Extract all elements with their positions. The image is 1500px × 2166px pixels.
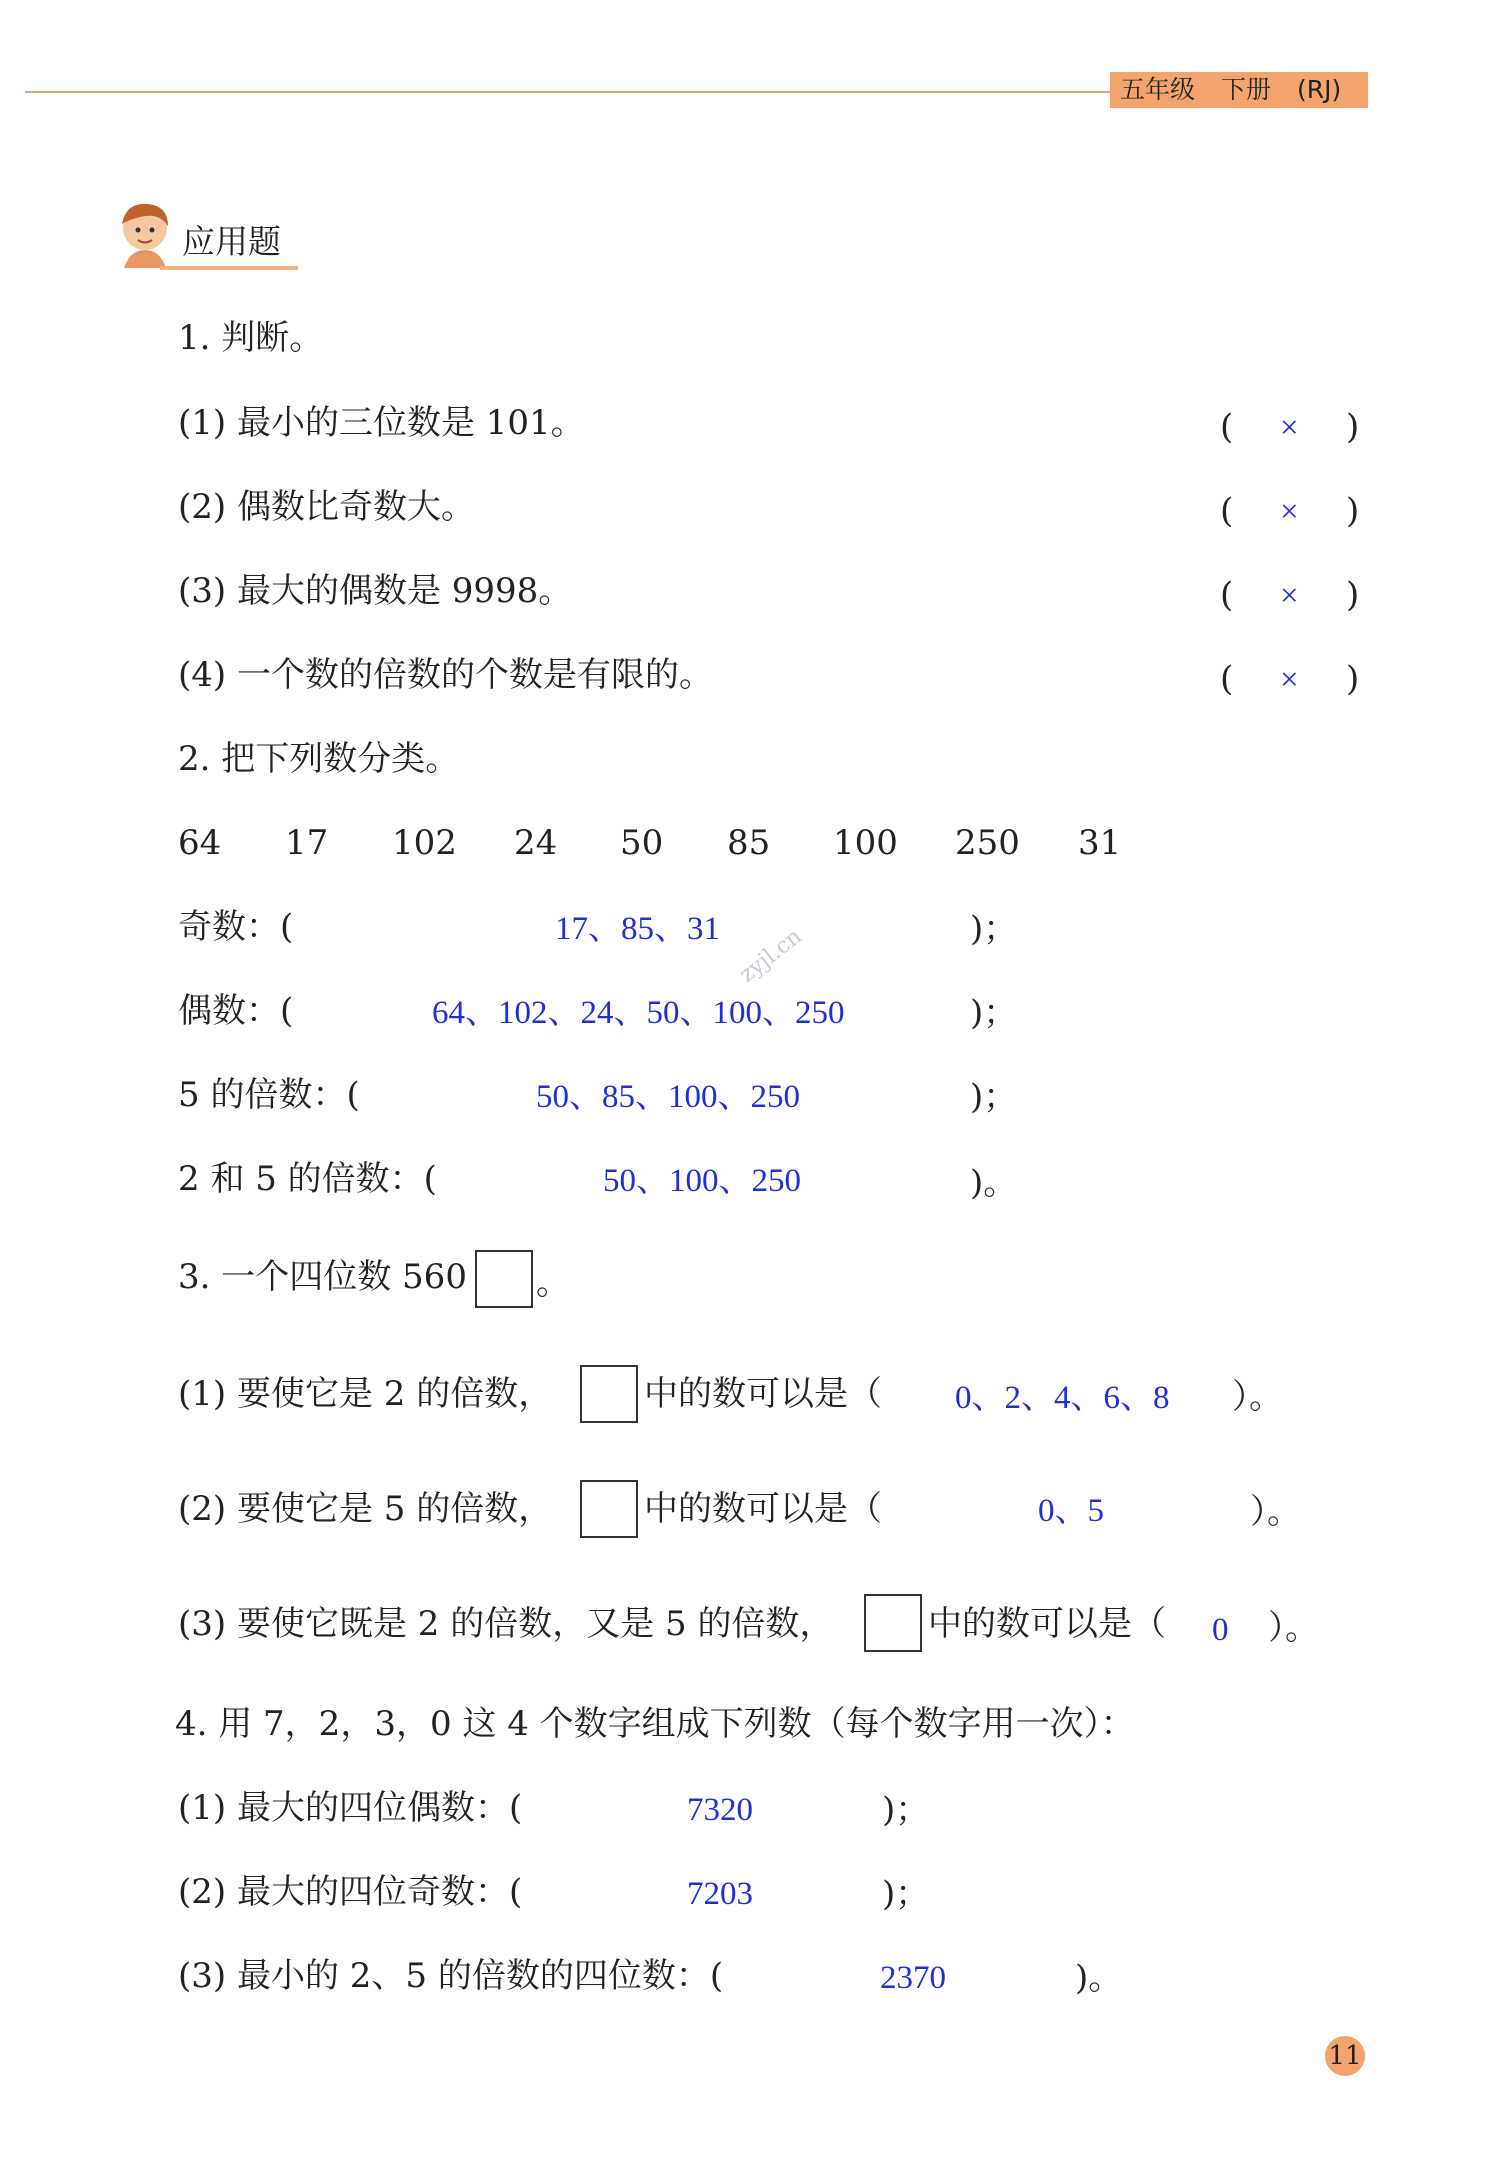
q2-number: 85	[727, 823, 771, 863]
q3-item-2-answer: 0、5	[1038, 1493, 1104, 1529]
q3-item-3: (3) 要使它既是 2 的倍数，又是 5 的倍数，	[178, 1604, 834, 1644]
q1-item-1-close: )	[1346, 407, 1360, 447]
q2-number: 64	[178, 823, 222, 863]
section-title-underline	[160, 266, 298, 270]
q3-item-2: (2) 要使它是 5 的倍数，	[178, 1489, 553, 1529]
q3-item-3-mid: 中的数可以是（	[928, 1604, 1166, 1644]
q2-title: 2. 把下列数分类。	[178, 739, 460, 779]
digit-box	[475, 1250, 533, 1308]
q3-item-3-close: ）。	[1268, 1608, 1319, 1648]
student-mascot-icon	[110, 198, 180, 270]
q1-item-2: (2) 偶数比奇数大。	[178, 487, 475, 527]
q3-item-2-close: ）。	[1250, 1492, 1301, 1532]
header-rule	[25, 91, 1110, 93]
q1-item-4-answer: ×	[1280, 662, 1299, 698]
q3-item-1-answer: 0、2、4、6、8	[955, 1380, 1170, 1416]
page-number: 11	[1325, 2036, 1365, 2076]
q4-item-2-close: )；	[882, 1874, 930, 1914]
q1-item-4-open: (	[1220, 659, 1234, 699]
q2-mult25-close: )。	[970, 1163, 1018, 1203]
q1-item-3-answer: ×	[1280, 578, 1299, 614]
q3-title-end: 。	[536, 1263, 570, 1303]
digit-box	[864, 1594, 922, 1652]
q3-item-1-close: ）。	[1232, 1377, 1283, 1417]
q4-item-1-answer: 7320	[687, 1792, 753, 1828]
q4-item-1: (1) 最大的四位偶数：(	[178, 1788, 523, 1828]
grade-label: 五年级	[1120, 75, 1196, 104]
q4-item-3-close: )。	[1075, 1958, 1123, 1998]
q4-item-2: (2) 最大的四位奇数：(	[178, 1872, 523, 1912]
q2-number: 100	[833, 823, 898, 863]
q2-odd-label: 奇数：(	[178, 907, 294, 947]
q1-item-4: (4) 一个数的倍数的个数是有限的。	[178, 655, 713, 695]
q1-title: 1. 判断。	[178, 318, 324, 358]
q1-item-2-open: (	[1220, 491, 1234, 531]
q2-even-answer: 64、102、24、50、100、250	[432, 995, 845, 1031]
q1-item-1-open: (	[1220, 407, 1234, 447]
q1-item-3-open: (	[1220, 575, 1234, 615]
q2-number: 31	[1078, 823, 1122, 863]
q4-title: 4. 用 7，2，3，0 这 4 个数字组成下列数（每个数字用一次）：	[175, 1704, 1135, 1744]
q2-number: 24	[514, 823, 558, 863]
q2-mult5-label: 5 的倍数：(	[178, 1075, 360, 1115]
q4-item-1-close: )；	[882, 1790, 930, 1830]
q2-mult25-label: 2 和 5 的倍数：(	[178, 1159, 437, 1199]
q4-item-3-answer: 2370	[880, 1960, 946, 1996]
q2-number: 250	[955, 823, 1020, 863]
q3-item-1-mid: 中的数可以是（	[644, 1374, 882, 1414]
q4-item-2-answer: 7203	[687, 1876, 753, 1912]
q1-item-1: (1) 最小的三位数是 101。	[178, 403, 585, 443]
q1-item-3: (3) 最大的偶数是 9998。	[178, 571, 573, 611]
term-label: 下册	[1221, 75, 1272, 104]
q3-title: 3. 一个四位数 560	[178, 1257, 467, 1297]
digit-box	[580, 1480, 638, 1538]
q2-even-label: 偶数：(	[178, 991, 294, 1031]
q2-mult5-close: )；	[970, 1077, 1018, 1117]
q2-odd-answer: 17、85、31	[555, 911, 720, 947]
section-title: 应用题	[182, 222, 281, 261]
q1-item-2-close: )	[1346, 491, 1360, 531]
q2-mult5-answer: 50、85、100、250	[536, 1079, 800, 1115]
q4-item-3: (3) 最小的 2、5 的倍数的四位数：(	[178, 1956, 724, 1996]
q2-number: 50	[620, 823, 664, 863]
q3-item-1: (1) 要使它是 2 的倍数，	[178, 1374, 553, 1414]
q2-number: 17	[285, 823, 329, 863]
q2-number: 102	[392, 823, 457, 863]
watermark: zyjl.cn	[735, 924, 807, 988]
q3-item-2-mid: 中的数可以是（	[644, 1489, 882, 1529]
q1-item-4-close: )	[1346, 659, 1360, 699]
q2-mult25-answer: 50、100、250	[603, 1163, 801, 1199]
q3-item-3-answer: 0	[1212, 1612, 1229, 1648]
q1-item-3-close: )	[1346, 575, 1360, 615]
q1-item-1-answer: ×	[1280, 410, 1299, 446]
q2-even-close: )；	[970, 993, 1018, 1033]
q2-odd-close: )；	[970, 909, 1018, 949]
digit-box	[580, 1365, 638, 1423]
grade-tag	[1110, 72, 1368, 108]
edition-label: (RJ)	[1297, 75, 1342, 104]
q1-item-2-answer: ×	[1280, 494, 1299, 530]
